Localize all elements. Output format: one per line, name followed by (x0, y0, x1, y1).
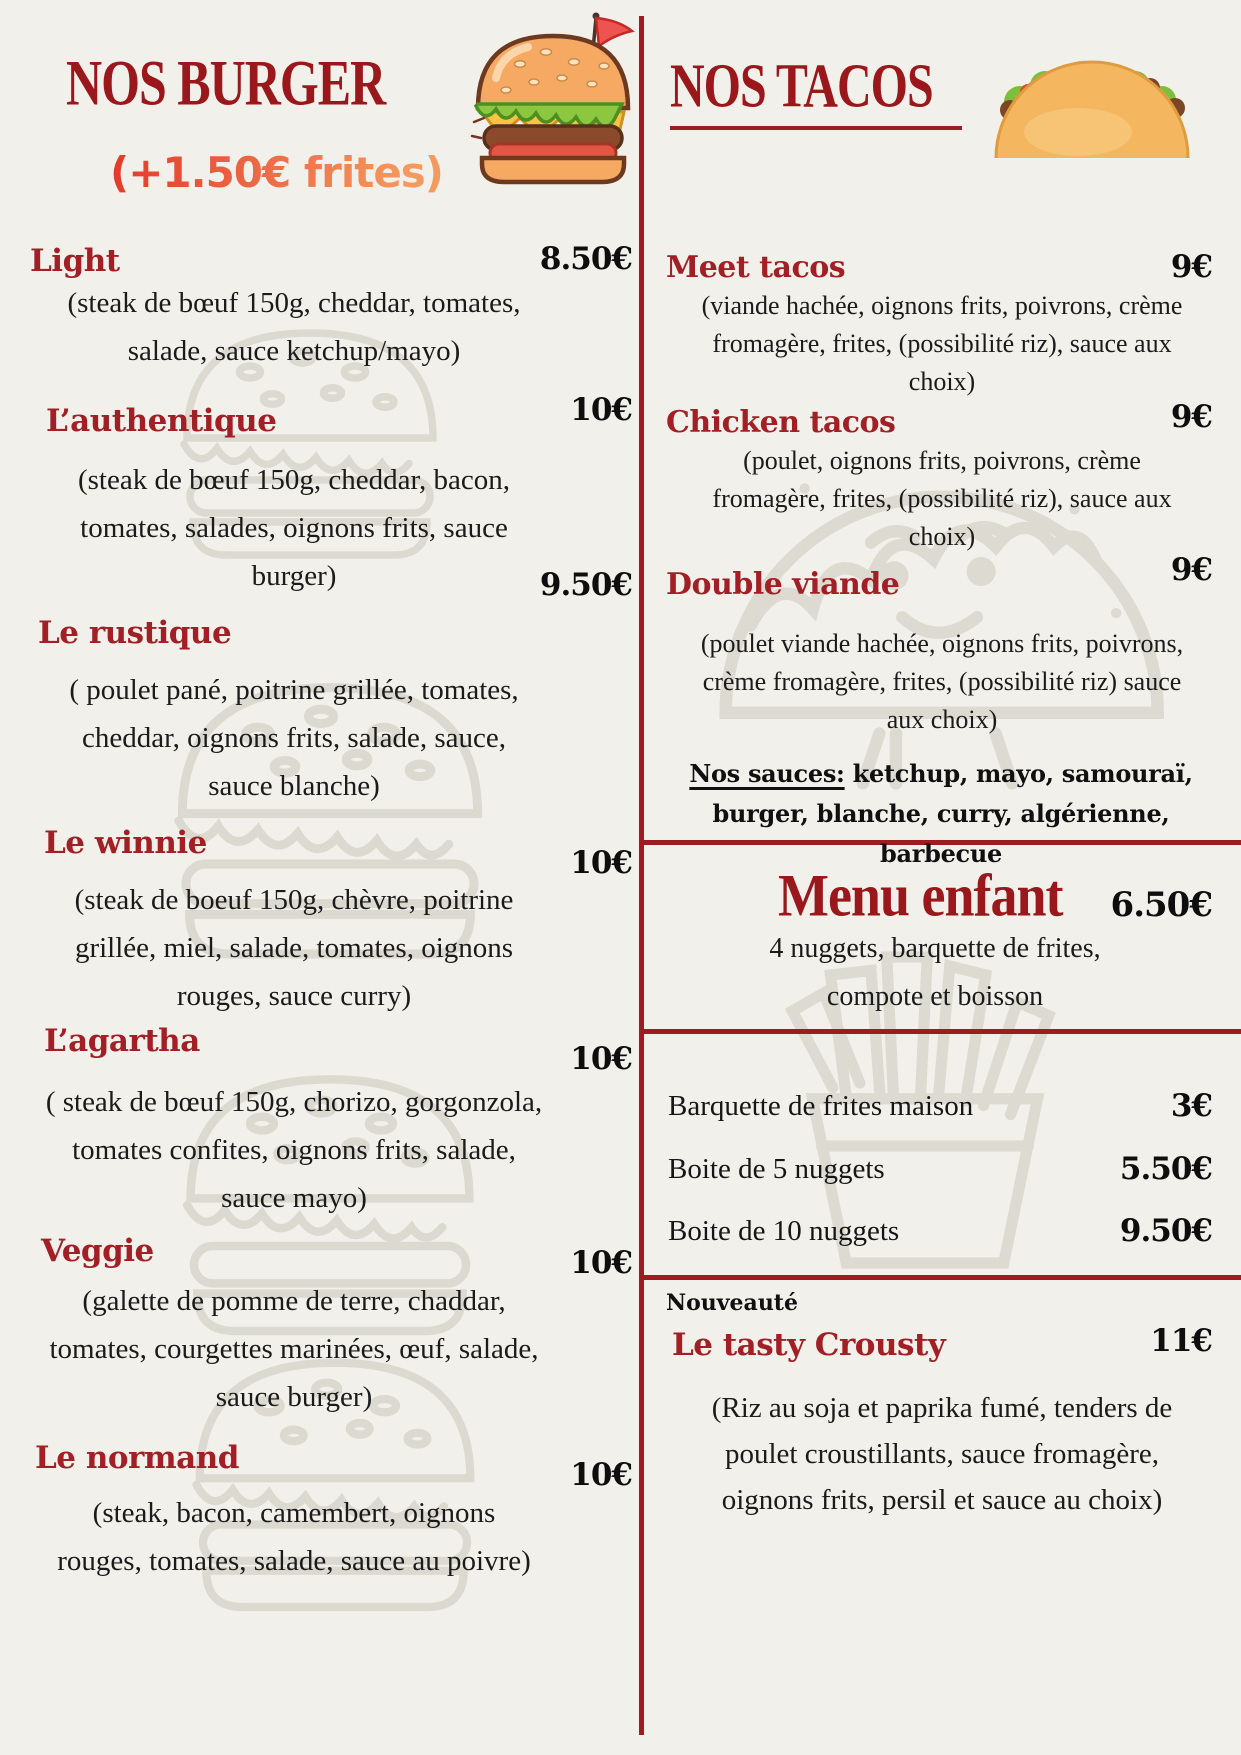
item-name: Meet tacos (666, 250, 846, 285)
item-desc: (steak de bœuf 150g, cheddar, tomates, salade, sauce ketchup/mayo) (67, 287, 521, 367)
burgers-subtitle: (+1.50€ frites) (110, 148, 443, 197)
kids-menu-desc: 4 nuggets, barquette de frites, compote et boisson (769, 933, 1101, 1012)
item-desc: (steak de boeuf 150g, chèvre, poitrine grillée, miel, salade, tomates, oignons rouges, sauce curry) (74, 884, 514, 1012)
item-desc: (poulet viande hachée, oignons frits, poivrons, crème fromagère, frites, (possibilité riz) sauce aux choix) (700, 629, 1184, 734)
item-price: 10€ (570, 1041, 632, 1077)
item-name: Le winnie (44, 825, 207, 861)
section-divider-line (641, 1029, 1241, 1034)
item-price: 10€ (570, 1245, 632, 1281)
item-name: Chicken tacos (666, 405, 896, 440)
item-name: Light (30, 243, 120, 279)
side-item-price: 3€ (1170, 1088, 1212, 1124)
item-price: 9€ (1170, 249, 1212, 285)
novelty-tag: Nouveauté (666, 1290, 798, 1316)
section-divider-line (641, 1275, 1241, 1280)
side-item-price: 5.50€ (1119, 1151, 1212, 1187)
side-item-name: Barquette de frites maison (668, 1090, 974, 1122)
item-desc: (galette de pomme de terre, chaddar, tomates, courgettes marinées, œuf, salade, sauce burger) (49, 1285, 539, 1413)
item-price: 10€ (570, 845, 632, 881)
item-price: 9.50€ (539, 567, 632, 603)
item-price: 9€ (1170, 552, 1212, 588)
item-price: 10€ (570, 392, 632, 428)
item-name: Double viande (666, 567, 900, 602)
item-name: Veggie (41, 1233, 154, 1269)
sauces-note: Nos sauces: ketchup, mayo, samouraï, burger, blanche, curry, algérienne, barbecue (689, 759, 1193, 868)
burgers-title: NOS BURGER (66, 46, 386, 119)
side-item-name: Boite de 5 nuggets (668, 1153, 885, 1185)
kids-menu-price: 6.50€ (1110, 885, 1212, 925)
kids-menu-title: Menu enfant (778, 861, 1063, 929)
item-name: Le tasty Crousty (672, 1327, 946, 1363)
sauces-label: Nos sauces: (689, 759, 845, 788)
item-name: Le rustique (38, 615, 232, 651)
side-item-price: 9.50€ (1119, 1213, 1212, 1249)
burger-illustration-icon (468, 6, 638, 188)
item-desc: (poulet, oignons frits, poivrons, crème fromagère, frites, (possibilité riz), sauce aux choix) (712, 446, 1172, 551)
item-price: 11€ (1150, 1323, 1212, 1359)
item-price: 8.50€ (539, 241, 632, 277)
column-divider (639, 16, 644, 1735)
item-desc: ( poulet pané, poitrine grillée, tomates, cheddar, oignons frits, salade, sauce, sauce blanche) (69, 674, 519, 802)
item-desc: (steak, bacon, camembert, oignons rouges, tomates, salade, sauce au poivre) (57, 1497, 531, 1577)
item-name: L’authentique (46, 403, 277, 439)
item-desc: ( steak de bœuf 150g, chorizo, gorgonzola, tomates confites, oignons frits, salade, sauce mayo) (45, 1086, 543, 1214)
item-price: 9€ (1170, 399, 1212, 435)
tacos-title-underline (670, 126, 962, 130)
side-item-name: Boite de 10 nuggets (668, 1215, 900, 1247)
item-name: L’agartha (44, 1023, 200, 1059)
item-desc: (viande hachée, oignons frits, poivrons, crème fromagère, frites, (possibilité riz), sauce aux choix) (701, 291, 1183, 396)
item-name: Le normand (35, 1440, 239, 1476)
item-desc: (Riz au soja et paprika fumé, tenders de poulet croustillants, sauce fromagère, oignons frits, persil et sauce au choix) (711, 1392, 1173, 1516)
taco-illustration-icon (990, 46, 1195, 162)
item-desc: (steak de bœuf 150g, cheddar, bacon, tomates, salades, oignons frits, sauce burger) (77, 464, 511, 592)
item-price: 10€ (570, 1457, 632, 1493)
tacos-title: NOS TACOS (670, 52, 933, 121)
